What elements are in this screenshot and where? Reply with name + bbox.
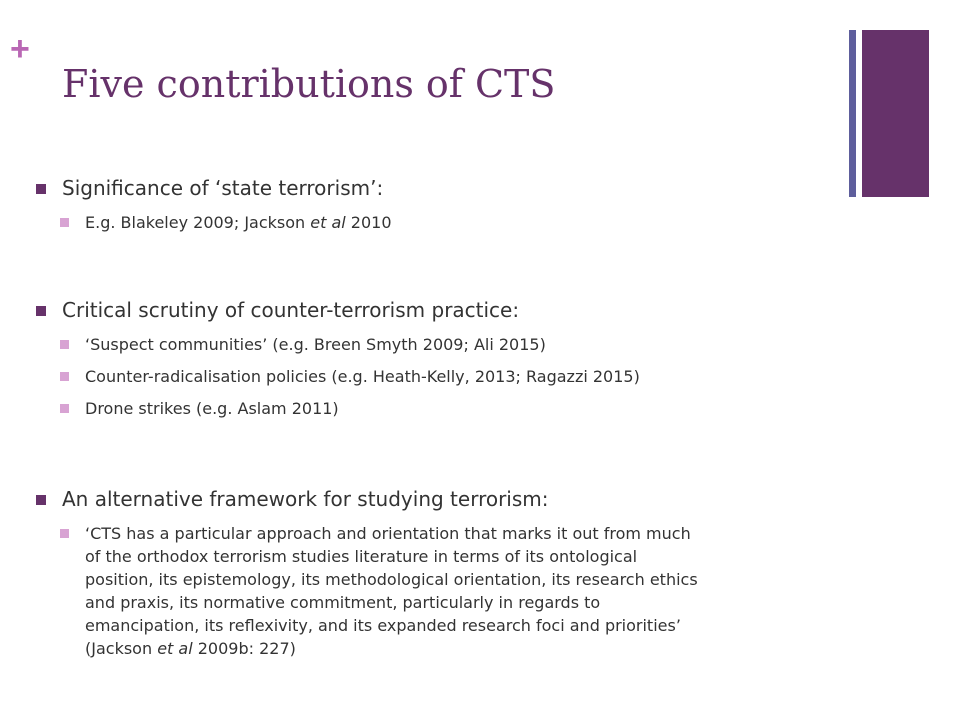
sub-bullet — [60, 365, 936, 388]
sub-bullet-text: Counter-radicalisation policies (e.g. Heath-Kelly, 2013; Ragazzi 2015) — [85, 367, 640, 386]
decorative-thin-bar — [849, 30, 856, 197]
section-alternative-framework — [36, 485, 936, 660]
citation-pre: (Jackson — [85, 639, 158, 658]
bullet-heading — [36, 296, 936, 324]
sub-bullet-square-icon — [60, 372, 69, 381]
decorative-thick-bar — [862, 30, 929, 197]
reference-post: 2010 — [345, 213, 392, 232]
sub-bullet-square-icon — [60, 529, 69, 538]
quote-line: of the orthodox terrorism studies literature in terms of its ontological — [85, 547, 638, 566]
sub-bullet — [60, 397, 936, 420]
quote-line: emancipation, its reflexivity, and its expanded research foci and priorities’ — [85, 616, 681, 635]
bullet-square-icon — [36, 306, 46, 316]
bullet-square-icon — [36, 495, 46, 505]
slide-plus-symbol: + — [10, 30, 30, 68]
sub-bullet-square-icon — [60, 404, 69, 413]
sub-bullet-square-icon — [60, 340, 69, 349]
quote-sub-bullet — [60, 522, 891, 660]
bullet-heading — [36, 485, 936, 513]
bullet-heading-text: Critical scrutiny of counter-terrorism practice: — [62, 298, 520, 322]
quote-line: and praxis, its normative commitment, particularly in regards to — [85, 593, 601, 612]
citation-italic: et al — [157, 639, 193, 658]
sub-bullet — [60, 333, 936, 356]
reference-pre: E.g. Blakeley 2009; Jackson — [85, 213, 311, 232]
quote-line: ‘CTS has a particular approach and orientation that marks it out from much — [85, 524, 691, 543]
quote-citation — [85, 637, 891, 660]
quote-line: position, its epistemology, its methodological orientation, its research ethics — [85, 570, 698, 589]
section-state-terrorism — [36, 174, 936, 234]
bullet-heading-text: An alternative framework for studying terrorism: — [62, 487, 549, 511]
bullet-heading-text: Significance of ‘state terrorism’: — [62, 176, 384, 200]
reference-italic: et al — [310, 213, 346, 232]
citation-post: 2009b: 227) — [192, 639, 296, 658]
sub-bullet-text: ‘Suspect communities’ (e.g. Breen Smyth 2009; Ali 2015) — [85, 335, 546, 354]
sub-bullet-square-icon — [60, 218, 69, 227]
bullet-square-icon — [36, 184, 46, 194]
sub-bullet — [60, 211, 936, 234]
section-counter-terrorism — [36, 296, 936, 420]
bullet-heading — [36, 174, 936, 202]
slide-title: Five contributions of CTS — [62, 62, 556, 106]
sub-bullet-text: Drone strikes (e.g. Aslam 2011) — [85, 399, 339, 418]
